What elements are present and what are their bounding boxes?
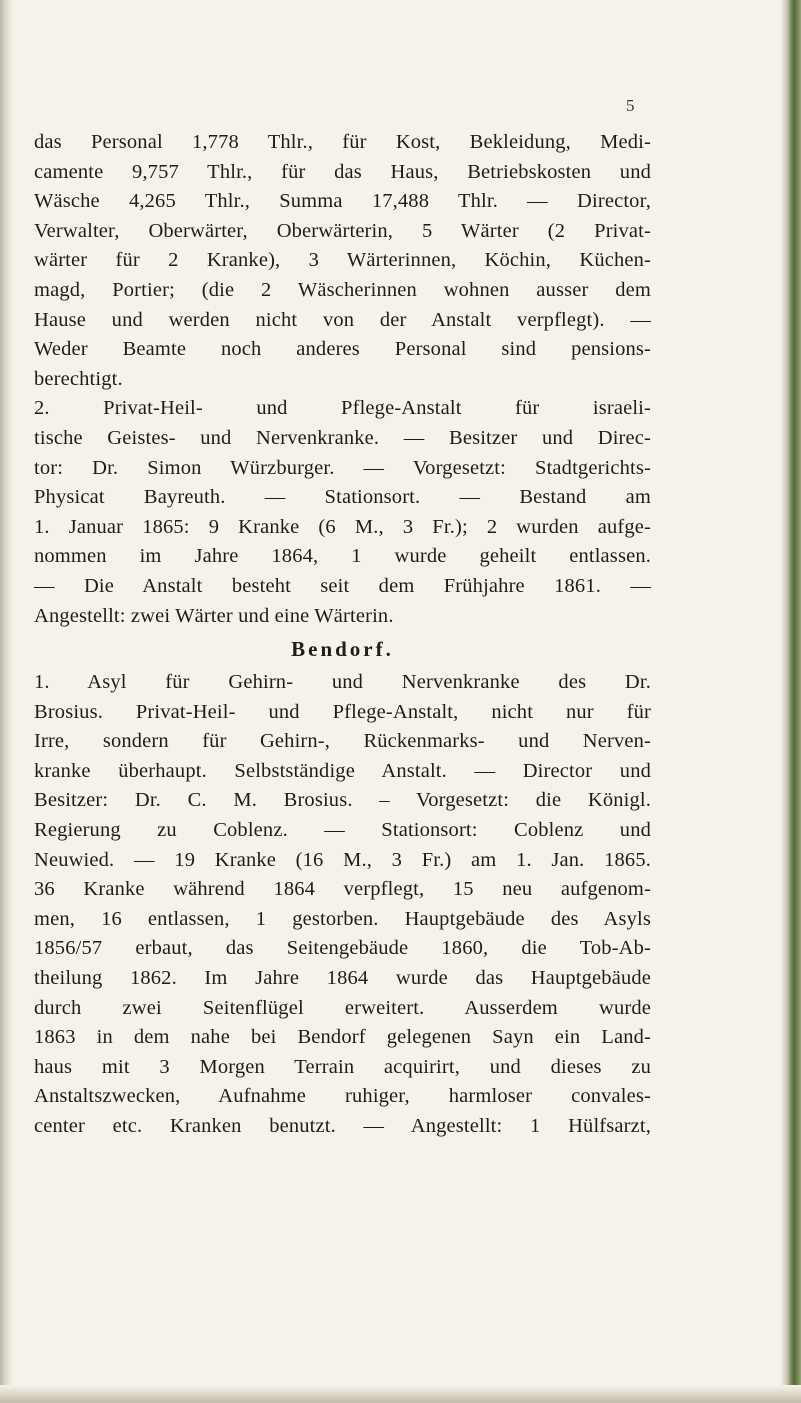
text-line: wärter für 2 Kranke), 3 Wärterinnen, Köchin, Küchen-	[34, 249, 651, 272]
text-line: das Personal 1,778 Thlr., für Kost, Bekleidung, Medi-	[34, 131, 651, 153]
page-bottom-edge	[0, 1385, 801, 1403]
text-line: nommen im Jahre 1864, 1 wurde geheilt entlassen.	[34, 545, 651, 568]
page-left-edge	[0, 0, 14, 1403]
text-line: camente 9,757 Thlr., für das Haus, Betriebskosten und	[34, 160, 651, 183]
text-line: kranke überhaupt. Selbstständige Anstalt. — Director und	[34, 759, 651, 782]
text-line: Regierung zu Coblenz. — Stationsort: Coblenz und	[34, 819, 651, 842]
text-line: tor: Dr. Simon Würzburger. — Vorgesetzt: Stadtgerichts-	[34, 456, 651, 479]
text-line: 1. Asyl für Gehirn- und Nervenkranke des Dr.	[34, 671, 651, 694]
text-line: Hause und werden nicht von der Anstalt verpflegt). —	[34, 308, 651, 331]
section-heading: Bendorf.	[291, 637, 394, 662]
text-line: Angestellt: zwei Wärter und eine Wärterin.	[34, 604, 394, 627]
text-line: magd, Portier; (die 2 Wäscherinnen wohnen ausser dem	[34, 278, 651, 301]
text-line: Physicat Bayreuth. — Stationsort. — Bestand am	[34, 486, 651, 509]
text-line: Anstaltszwecken, Aufnahme ruhiger, harmloser convales-	[34, 1085, 651, 1108]
text-line: 2. Privat-Heil- und Pflege-Anstalt für israeli-	[34, 397, 651, 420]
text-line: haus mit 3 Morgen Terrain acquirirt, und dieses zu	[34, 1055, 651, 1078]
text-line: center etc. Kranken benutzt. — Angestellt: 1 Hülfsarzt,	[34, 1115, 651, 1137]
text-line: tische Geistes- und Nervenkranke. — Besitzer und Direc-	[34, 426, 651, 449]
text-line: Brosius. Privat-Heil- und Pflege-Anstalt, nicht nur für	[34, 700, 651, 723]
page-right-edge	[781, 0, 801, 1403]
text-line: Neuwied. — 19 Kranke (16 M., 3 Fr.) am 1. Jan. 1865.	[34, 848, 651, 871]
text-line: durch zwei Seitenflügel erweitert. Ausserdem wurde	[34, 996, 651, 1019]
page-text	[34, 128, 651, 1142]
text-line: 1. Januar 1865: 9 Kranke (6 M., 3 Fr.); 2 wurden aufge-	[34, 515, 651, 538]
text-line: berechtigt.	[34, 367, 123, 390]
text-line: men, 16 entlassen, 1 gestorben. Hauptgebäude des Asyls	[34, 907, 651, 930]
text-line: 1863 in dem nahe bei Bendorf gelegenen Sayn ein Land-	[34, 1026, 651, 1049]
text-line: Verwalter, Oberwärter, Oberwärterin, 5 Wärter (2 Privat-	[34, 219, 651, 242]
text-line: — Die Anstalt besteht seit dem Frühjahre 1861. —	[34, 574, 651, 597]
text-line: 1856/57 erbaut, das Seitengebäude 1860, die Tob-Ab-	[34, 937, 651, 960]
text-line: theilung 1862. Im Jahre 1864 wurde das Hauptgebäude	[34, 967, 651, 990]
text-line: Besitzer: Dr. C. M. Brosius. – Vorgesetzt: die Königl.	[34, 789, 651, 812]
text-line: Irre, sondern für Gehirn-, Rückenmarks- und Nerven-	[34, 730, 651, 753]
page-number: 5	[626, 96, 635, 115]
text-line: Wäsche 4,265 Thlr., Summa 17,488 Thlr. — Director,	[34, 190, 651, 213]
text-line: 36 Kranke während 1864 verpflegt, 15 neu aufgenom-	[34, 878, 651, 901]
text-line: Weder Beamte noch anderes Personal sind pensions-	[34, 338, 651, 361]
